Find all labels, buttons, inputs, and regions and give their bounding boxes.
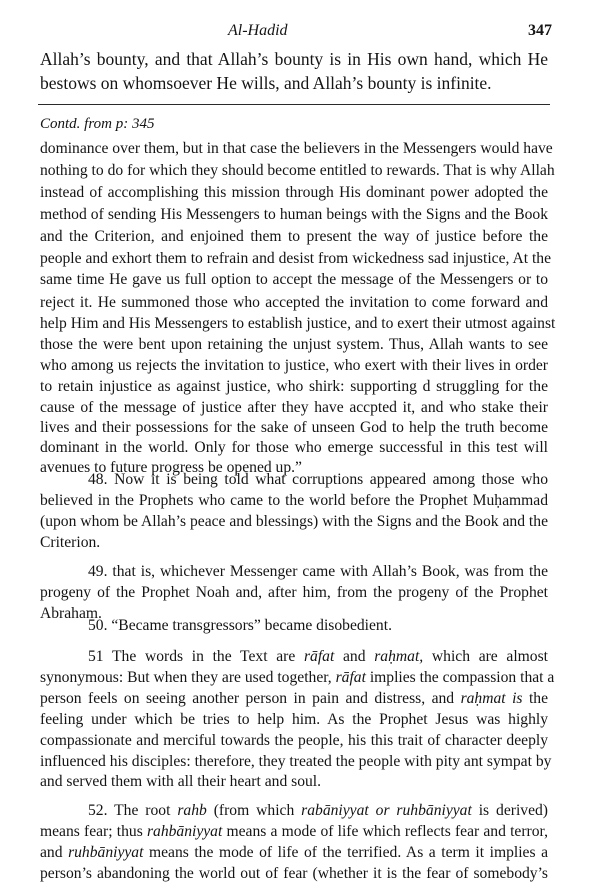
- transliterated-term: raḥmat is: [460, 690, 523, 707]
- transliterated-term: rabāniyyat or ruhbāniyyat: [301, 802, 472, 819]
- text-line: [40, 668, 555, 688]
- text-line: method of sending His Messengers to human beings with the Signs and the Book: [40, 206, 548, 223]
- text-run: and: [334, 648, 375, 665]
- footnote-divider: [38, 104, 550, 105]
- text-line: dominant in the world. Only for those who emerge successful in this test will: [40, 439, 548, 456]
- page-number: 347: [528, 22, 552, 39]
- text-line: Criterion.: [40, 534, 101, 551]
- text-line: help Him and His Messengers to establish justice, and to exert their utmost against: [40, 315, 556, 332]
- transliterated-term: rāfat: [335, 669, 366, 686]
- transliterated-term: rahb: [177, 802, 207, 819]
- text-run: and: [40, 844, 69, 861]
- text-line: those the were bent upon retaining the unjust system. Thus, Allah wants to see: [40, 336, 548, 353]
- text-line: believed in the Prophets who came to the world before the Prophet Muḥammad: [40, 492, 548, 509]
- text-line: [40, 689, 548, 709]
- text-line: feeling under which be tries to help him. As the Prophet Jesus was highly: [40, 711, 548, 728]
- text-run: means fear; thus: [40, 823, 147, 840]
- text-line: to retain injustice as against justice, who shirk: supporting d struggling for the: [40, 378, 548, 395]
- text-line: dominance over them, but in that case the believers in the Messengers would have: [40, 140, 553, 157]
- text-line: cause of the message of justice after they have accpted it, and who stake their: [40, 399, 548, 416]
- text-run: 52. The root: [88, 802, 178, 819]
- text-line: avenues to future progress be opened up.”: [40, 459, 302, 476]
- transliterated-term: rāfat: [303, 648, 335, 665]
- text-line: progeny of the Prophet Noah and, after him, from the progeny of the Prophet: [40, 584, 548, 601]
- text-line: who among us rejects the invitation to justice, who exert with their lives in order: [40, 357, 548, 374]
- transliterated-term: ruhbāniyyat: [68, 844, 144, 861]
- text-line: influenced his disciples: therefore, they treated the people with pity ant sympat by: [40, 753, 552, 770]
- text-line: Abraham.: [40, 605, 102, 622]
- text-run: is derived): [471, 802, 548, 819]
- running-title: Al-Hadid: [228, 22, 288, 39]
- transliterated-term: rahbāniyyat: [146, 823, 223, 840]
- text-run: means a mode of life which reflects fear and terror,: [222, 823, 548, 840]
- text-line: nothing to do for which they should become entitled to rewards. That is why Allah: [40, 162, 555, 179]
- verse-line: bestows on whomsoever He wills, and Allah’s bounty is infinite.: [40, 73, 492, 93]
- text-run: implies the compassion that a: [365, 669, 555, 686]
- text-run: 51 The words in the Text are: [88, 648, 304, 665]
- text-line: reject it. He summoned those who accepted the invitation to come forward and: [40, 294, 548, 311]
- text-line: person’s abandoning the world out of fear (whether it is the fear of somebody’s: [40, 865, 548, 882]
- text-line: [40, 801, 548, 821]
- text-run: the: [522, 690, 548, 707]
- continued-from-label: Contd. from p: 345: [40, 116, 155, 132]
- text-line: [40, 843, 548, 863]
- text-run: synonymous: But when they are used together,: [40, 669, 336, 686]
- text-run: means the mode of life of the terrified. As a term it implies a: [143, 844, 548, 861]
- text-line: (upon whom be Allah’s peace and blessings) with the Signs and the Book and the: [40, 513, 548, 530]
- text-run: (from which: [206, 802, 302, 819]
- running-head: [0, 22, 600, 44]
- text-line: 50. “Became transgressors” became disobedient.: [88, 617, 392, 634]
- text-run: which are almost: [423, 648, 549, 665]
- text-line: [40, 822, 548, 842]
- text-line: same time He gave us full option to accept the message of the Messengers or to: [40, 271, 548, 288]
- text-run: person feels on seeing another person in pain and distress, and: [40, 690, 461, 707]
- text-line: lives and their possessions for the sake of unseen God to help the truth become: [40, 419, 548, 436]
- transliterated-term: raḥmat,: [374, 648, 424, 665]
- text-line: compassionate and merciful towards the people, his this trait of character deeply: [40, 732, 548, 749]
- text-line: 49. that is, whichever Messenger came with Allah’s Book, was from the: [88, 563, 548, 580]
- text-line: and the Criterion, and enjoined them to present the way of justice before the: [40, 228, 548, 245]
- text-line: instead of accomplishing this mission through His dominant power adopted the: [40, 184, 548, 201]
- text-line: 48. Now it is being told what corruptions appeared among those who: [88, 471, 548, 488]
- text-line: and served them with all their heart and soul.: [40, 773, 322, 790]
- verse-line: Allah’s bounty, and that Allah’s bounty is in His own hand, which He: [40, 49, 548, 69]
- text-line: people and exhort them to refrain and desist from wickedness sad injustice, At the: [40, 250, 551, 267]
- text-line: [40, 647, 548, 667]
